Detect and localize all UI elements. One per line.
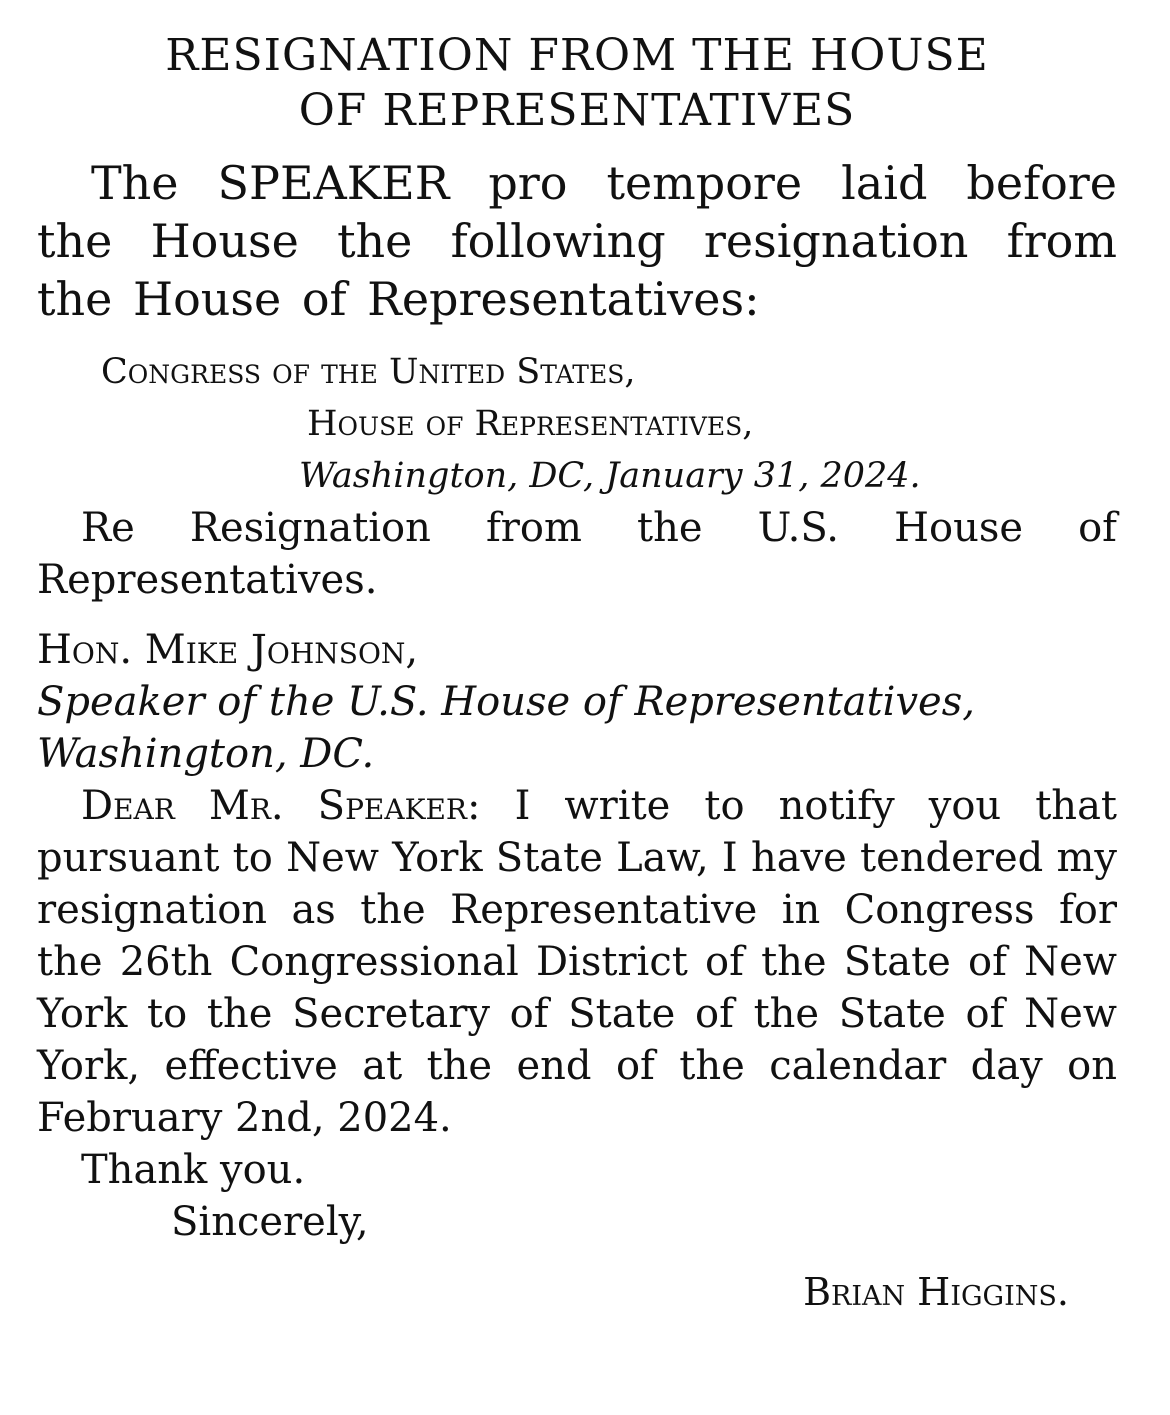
letterhead-place-date: Washington, DC, January 31, 2024. xyxy=(299,456,921,496)
intro-paragraph: The SPEAKER pro tempore laid before the House the following resignation from the House of Representatives: xyxy=(37,156,1117,326)
salutation: Dear Mr. Speaker: xyxy=(81,783,481,829)
page-title xyxy=(37,28,1117,138)
document-page xyxy=(37,28,1117,1318)
title-line-2: OF REPRESENTATIVES xyxy=(298,85,856,136)
title-line-1: RESIGNATION FROM THE HOUSE xyxy=(165,30,989,81)
letter-body-text: I write to notify you that pursuant to New York State Law, I have tendered my resignation as the Representative in Congress for the 26th Congressional District of the State of New York to the Secretary of State of the State of New York, effective at the end of the calendar day on February 2nd, 2024. xyxy=(37,783,1117,1141)
addressee-title: Speaker of the U.S. House of Representatives, xyxy=(37,679,975,725)
addressee-name: Hon. Mike Johnson, xyxy=(37,627,419,673)
letterhead-house: House of Representatives, xyxy=(307,404,754,444)
closing-line: Sincerely, xyxy=(171,1199,369,1245)
addressee-block xyxy=(37,624,1117,780)
letter-body xyxy=(37,780,1117,1144)
letterhead-congress: Congress of the United States, xyxy=(101,352,636,392)
letterhead xyxy=(37,346,1117,502)
signature: Brian Higgins. xyxy=(803,1270,1069,1314)
thanks-line: Thank you. xyxy=(81,1147,306,1193)
re-line: Re Resignation from the U.S. House of Representatives. xyxy=(37,505,1117,603)
addressee-place: Washington, DC. xyxy=(37,731,375,777)
